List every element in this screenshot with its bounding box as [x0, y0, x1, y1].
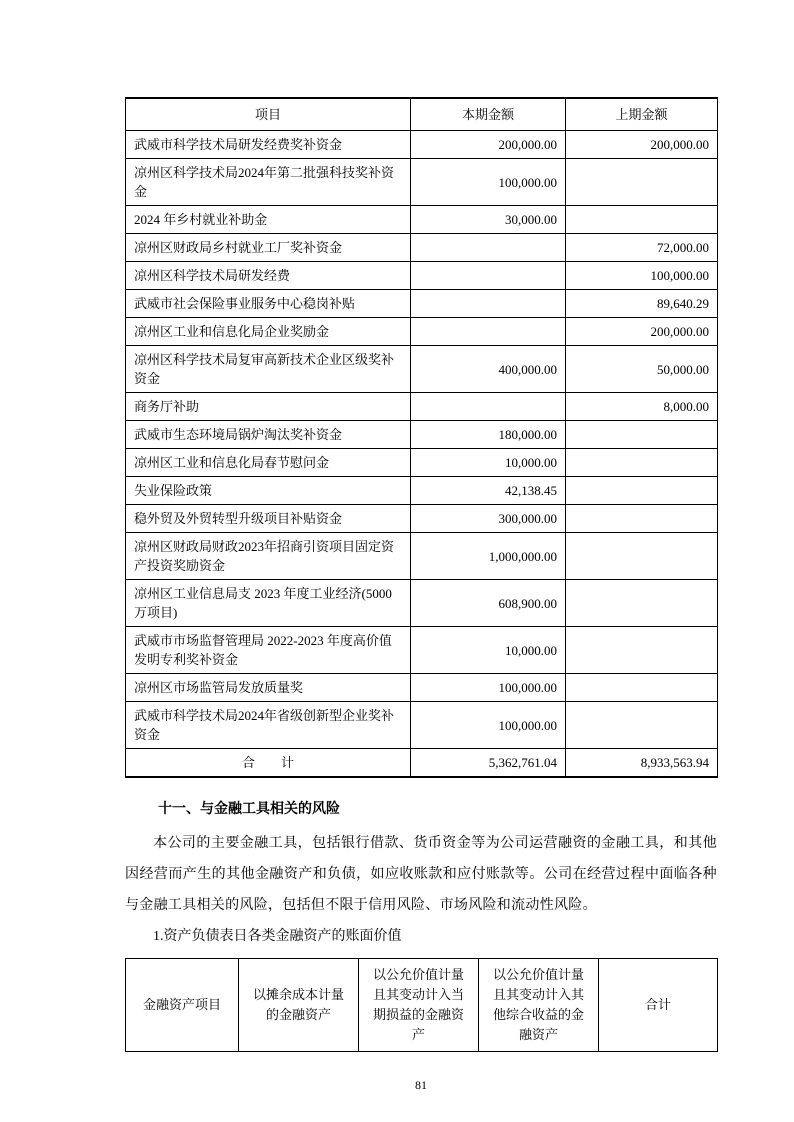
cell-prior — [566, 627, 718, 674]
cell-item: 凉州区科学技术局2024年第二批强科技奖补资金 — [126, 159, 411, 206]
table-row — [126, 627, 718, 674]
cell-prior — [566, 505, 718, 533]
financial-assets-col-header: 以摊余成本计量的金融资产 — [239, 959, 359, 1052]
cell-prior — [566, 421, 718, 449]
cell-prior: 100,000.00 — [566, 262, 718, 290]
cell-item: 武威市科学技术局2024年省级创新型企业奖补资金 — [126, 702, 411, 749]
table-row — [126, 234, 718, 262]
cell-current: 10,000.00 — [411, 627, 566, 674]
cell-item: 凉州区科学技术局研发经费 — [126, 262, 411, 290]
cell-prior: 89,640.29 — [566, 290, 718, 318]
cell-current — [411, 318, 566, 346]
financial-assets-table — [125, 958, 718, 1052]
cell-item: 武威市市场监督管理局 2022-2023 年度高价值发明专利奖补资金 — [126, 627, 411, 674]
section-paragraph: 本公司的主要金融工具，包括银行借款、货币资金等为公司运营融资的金融工具，和其他因经营而产生的其他金融资产和负债，如应收账款和应付账款等。公司在经营过程中面临各种与金融工具相关的风险，包括但不限于信用风险、市场风险和流动性风险。 — [125, 836, 717, 913]
cell-prior — [566, 674, 718, 702]
cell-prior — [566, 449, 718, 477]
cell-prior — [566, 159, 718, 206]
cell-prior: 50,000.00 — [566, 346, 718, 393]
table-row — [126, 131, 718, 159]
financial-assets-col-header: 金融资产项目 — [126, 959, 239, 1052]
total-prior-cell: 8,933,563.94 — [566, 749, 718, 778]
financial-assets-col-header: 以公允价值计量且其变动计入当期损益的金融资产 — [359, 959, 479, 1052]
cell-current — [411, 290, 566, 318]
table-row — [126, 346, 718, 393]
total-current-cell: 5,362,761.04 — [411, 749, 566, 778]
table-row — [126, 505, 718, 533]
cell-current: 608,900.00 — [411, 580, 566, 627]
page-number: 81 — [415, 1078, 427, 1092]
cell-current — [411, 234, 566, 262]
cell-item: 武威市社会保险事业服务中心稳岗补贴 — [126, 290, 411, 318]
cell-item: 凉州区工业和信息化局企业奖励金 — [126, 318, 411, 346]
section-subheading: 1.资产负债表日各类金融资产的账面价值 — [153, 929, 402, 944]
subsidy-table-header-row — [126, 98, 718, 131]
cell-item: 武威市科学技术局研发经费奖补资金 — [126, 131, 411, 159]
table-row — [126, 449, 718, 477]
cell-item: 凉州区财政局乡村就业工厂奖补资金 — [126, 234, 411, 262]
cell-item: 武威市生态环境局锅炉淘汰奖补资金 — [126, 421, 411, 449]
cell-item: 凉州区工业信息局支 2023 年度工业经济(5000 万项目) — [126, 580, 411, 627]
cell-current: 42,138.45 — [411, 477, 566, 505]
cell-prior: 8,000.00 — [566, 393, 718, 421]
table-row — [126, 159, 718, 206]
cell-prior — [566, 580, 718, 627]
cell-item: 失业保险政策 — [126, 477, 411, 505]
financial-assets-col-header: 以公允价值计量且其变动计入其他综合收益的金融资产 — [479, 959, 599, 1052]
table-row — [126, 674, 718, 702]
cell-current — [411, 393, 566, 421]
cell-prior: 200,000.00 — [566, 131, 718, 159]
table-row — [126, 206, 718, 234]
cell-current: 100,000.00 — [411, 702, 566, 749]
cell-prior — [566, 702, 718, 749]
subsidy-table-body — [126, 131, 718, 749]
table-row — [126, 290, 718, 318]
table-row — [126, 533, 718, 580]
cell-current: 100,000.00 — [411, 159, 566, 206]
cell-prior: 200,000.00 — [566, 318, 718, 346]
cell-item: 凉州区科学技术局复审高新技术企业区级奖补资金 — [126, 346, 411, 393]
cell-current — [411, 262, 566, 290]
table-row — [126, 262, 718, 290]
financial-assets-header-row — [126, 959, 718, 1052]
cell-current: 200,000.00 — [411, 131, 566, 159]
subsidy-col-header: 项目 — [126, 98, 411, 131]
cell-item: 稳外贸及外贸转型升级项目补贴资金 — [126, 505, 411, 533]
cell-prior — [566, 477, 718, 505]
cell-item: 凉州区市场监管局发放质量奖 — [126, 674, 411, 702]
cell-item: 凉州区财政局财政2023年招商引资项目固定资产投资奖励资金 — [126, 533, 411, 580]
cell-item: 2024 年乡村就业补助金 — [126, 206, 411, 234]
subsidy-table — [125, 97, 718, 778]
cell-item: 商务厅补助 — [126, 393, 411, 421]
cell-current: 30,000.00 — [411, 206, 566, 234]
subsidy-col-header: 本期金额 — [411, 98, 566, 131]
cell-current: 400,000.00 — [411, 346, 566, 393]
total-row — [126, 749, 718, 778]
cell-current: 1,000,000.00 — [411, 533, 566, 580]
section-heading: 十一、与金融工具相关的风险 — [158, 802, 340, 817]
cell-prior: 72,000.00 — [566, 234, 718, 262]
cell-prior — [566, 206, 718, 234]
subsidy-col-header: 上期金额 — [566, 98, 718, 131]
table-row — [126, 318, 718, 346]
financial-assets-col-header: 合计 — [599, 959, 718, 1052]
cell-current: 100,000.00 — [411, 674, 566, 702]
table-row — [126, 421, 718, 449]
table-row — [126, 580, 718, 627]
table-row — [126, 702, 718, 749]
cell-current: 10,000.00 — [411, 449, 566, 477]
cell-prior — [566, 533, 718, 580]
cell-item: 凉州区工业和信息化局春节慰问金 — [126, 449, 411, 477]
total-label-cell: 合 计 — [126, 749, 411, 778]
table-row — [126, 393, 718, 421]
cell-current: 300,000.00 — [411, 505, 566, 533]
table-row — [126, 477, 718, 505]
cell-current: 180,000.00 — [411, 421, 566, 449]
